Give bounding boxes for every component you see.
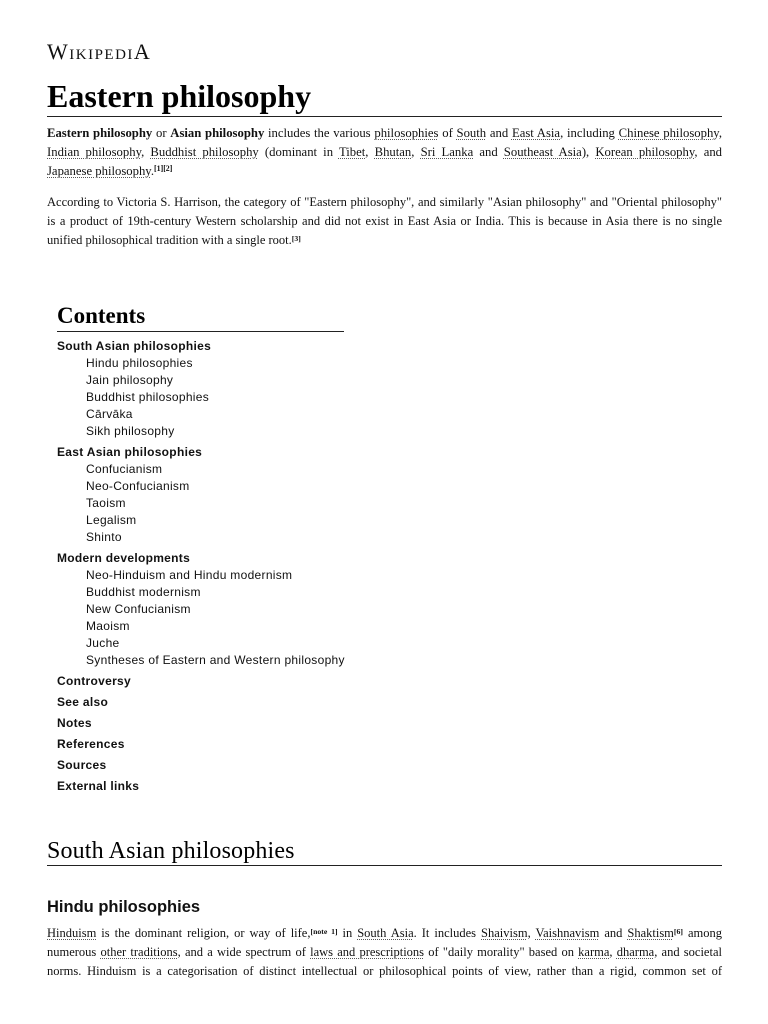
bold-term: Eastern philosophy	[47, 126, 153, 140]
text-run: , including	[560, 126, 619, 140]
toc-link-buddhist-modernism[interactable]: Buddhist modernism	[86, 585, 201, 599]
article-link[interactable]: dharma	[616, 945, 655, 959]
toc-link-maoism[interactable]: Maoism	[86, 619, 130, 633]
toc-subitem	[86, 584, 345, 601]
citation-link[interactable]: [note 1]	[310, 926, 338, 936]
article-link[interactable]: Southeast Asia	[503, 145, 582, 159]
article-link[interactable]: Vaishnavism	[535, 926, 600, 940]
article-link[interactable]: Shaivism	[481, 926, 528, 940]
text-run: , and a wide spectrum of	[177, 945, 311, 959]
toc-item	[57, 694, 345, 711]
toc-list	[57, 338, 345, 795]
toc-subitem	[86, 529, 345, 546]
toc-subitem	[86, 389, 345, 406]
text-run: includes the various	[264, 126, 375, 140]
toc-subitem	[86, 635, 345, 652]
toc-item	[57, 736, 345, 753]
toc-subitem	[86, 423, 345, 440]
article-link[interactable]: South	[456, 126, 487, 140]
citation-link[interactable]: [3]	[291, 233, 301, 243]
text-run: ,	[609, 945, 617, 959]
text-run: in	[337, 926, 358, 940]
toc-subitem	[86, 355, 345, 372]
section-paragraph	[47, 924, 722, 981]
toc-heading: Contents	[57, 303, 344, 332]
toc-item	[57, 673, 345, 690]
text-run: , and societal norms. Hinduism is a categorisation of distinct intellectual or philosophical points of view, rather than a rigid, common set of	[47, 945, 722, 978]
intro-paragraph	[47, 124, 722, 181]
text-run: among numerous	[47, 926, 722, 959]
toc-link-neo-confucianism[interactable]: Neo-Confucianism	[86, 479, 190, 493]
toc-sublist	[57, 567, 345, 669]
article-link[interactable]: Korean philosophy	[595, 145, 695, 159]
toc-subitem	[86, 567, 345, 584]
text-run: is the dominant religion, or way of life,	[96, 926, 311, 940]
toc-link-taoism[interactable]: Taoism	[86, 496, 126, 510]
toc-link-east-asian-philosophies[interactable]: East Asian philosophies	[57, 445, 203, 459]
toc-item	[57, 778, 345, 795]
section-heading: South Asian philosophies	[47, 837, 722, 866]
table-of-contents	[57, 303, 345, 795]
toc-subitem	[86, 406, 345, 423]
toc-link-jain-philosophy[interactable]: Jain philosophy	[86, 373, 174, 387]
text-run: . It includes	[413, 926, 482, 940]
toc-link-see-also[interactable]: See also	[57, 695, 109, 709]
article-link[interactable]: Sri Lanka	[420, 145, 474, 159]
article-link[interactable]: South Asia	[357, 926, 414, 940]
text-run: of "daily morality" based on	[424, 945, 579, 959]
citation-link[interactable]: [1]	[154, 164, 164, 174]
toc-subitem	[86, 601, 345, 618]
toc-link-controversy[interactable]: Controversy	[57, 674, 131, 688]
text-run: or	[152, 126, 171, 140]
toc-link-legalism[interactable]: Legalism	[86, 513, 137, 527]
toc-link-external-links[interactable]: External links	[57, 779, 140, 793]
toc-link-syntheses-of-eastern-and-western-philosophy[interactable]: Syntheses of Eastern and Western philosophy	[86, 653, 345, 667]
toc-link-modern-developments[interactable]: Modern developments	[57, 551, 191, 565]
toc-sublist	[57, 461, 345, 546]
toc-subitem	[86, 652, 345, 669]
page-title: Eastern philosophy	[47, 78, 722, 117]
text-run: ),	[581, 145, 596, 159]
toc-item	[57, 444, 345, 546]
toc-subitem	[86, 618, 345, 635]
article-link[interactable]: Hinduism	[47, 926, 97, 940]
article-link[interactable]: philosophies	[374, 126, 439, 140]
toc-link-hindu-philosophies[interactable]: Hindu philosophies	[86, 356, 193, 370]
text-run: According to Victoria S. Harrison, the category of "Eastern philosophy", and similarly "Asian philosophy" and "Oriental philosophy" is a product of 19th-century Western scholarship and did not exist in East Asia or India. This is because in Asia there is no single unified philosophical tradition with a single root.	[47, 195, 722, 247]
toc-link-references[interactable]: References	[57, 737, 125, 751]
text-run: (dominant in	[258, 145, 339, 159]
toc-link-sikh-philosophy[interactable]: Sikh philosophy	[86, 424, 175, 438]
toc-subitem	[86, 372, 345, 389]
text-run: of	[438, 126, 457, 140]
toc-item	[57, 550, 345, 669]
toc-link-south-asian-philosophies[interactable]: South Asian philosophies	[57, 339, 212, 353]
toc-item	[57, 757, 345, 774]
text-run: ,	[527, 926, 536, 940]
article-link[interactable]: laws and prescriptions	[310, 945, 425, 959]
toc-link-buddhist-philosophies[interactable]: Buddhist philosophies	[86, 390, 210, 404]
toc-item	[57, 715, 345, 732]
toc-link-new-confucianism[interactable]: New Confucianism	[86, 602, 191, 616]
text-run: ,	[365, 145, 375, 159]
toc-subitem	[86, 512, 345, 529]
toc-link-sources[interactable]: Sources	[57, 758, 107, 772]
article-link[interactable]: Indian philosophy	[47, 145, 142, 159]
article-link[interactable]: Japanese philosophy	[47, 164, 151, 178]
toc-link-shinto[interactable]: Shinto	[86, 530, 122, 544]
toc-link-confucianism[interactable]: Confucianism	[86, 462, 163, 476]
text-run: and	[473, 145, 504, 159]
article-link[interactable]: other traditions	[100, 945, 178, 959]
toc-link-juche[interactable]: Juche	[86, 636, 120, 650]
text-run: .	[150, 164, 155, 178]
text-run: ,	[411, 145, 421, 159]
toc-link-notes[interactable]: Notes	[57, 716, 92, 730]
article-link[interactable]: Bhutan	[374, 145, 412, 159]
article-link[interactable]: East Asia	[511, 126, 561, 140]
text-run: , and	[694, 145, 723, 159]
text-run: ,	[718, 126, 722, 140]
text-run: and	[486, 126, 512, 140]
intro-paragraph	[47, 193, 722, 250]
wikipedia-logo: WikipediA	[47, 39, 152, 64]
toc-sublist	[57, 355, 345, 440]
subsection-heading: Hindu philosophies	[47, 898, 201, 916]
text-run: and	[599, 926, 628, 940]
toc-subitem	[86, 478, 345, 495]
toc-subitem	[86, 495, 345, 512]
bold-term: Asian philosophy	[170, 126, 265, 140]
article-link[interactable]: Tibet	[338, 145, 366, 159]
toc-link-carvaka[interactable]: Cārvāka	[86, 407, 133, 421]
toc-link-neo-hinduism-and-hindu-modernism[interactable]: Neo-Hinduism and Hindu modernism	[86, 568, 293, 582]
text-run: ,	[141, 145, 151, 159]
article-link[interactable]: karma	[578, 945, 610, 959]
article-link[interactable]: Chinese philosophy	[618, 126, 719, 140]
citation-link[interactable]: [2]	[163, 164, 173, 174]
article-link[interactable]: Buddhist philosophy	[150, 145, 259, 159]
citation-link[interactable]: [6]	[673, 926, 683, 936]
toc-subitem	[86, 461, 345, 478]
article-link[interactable]: Shaktism	[627, 926, 674, 940]
toc-item	[57, 338, 345, 440]
